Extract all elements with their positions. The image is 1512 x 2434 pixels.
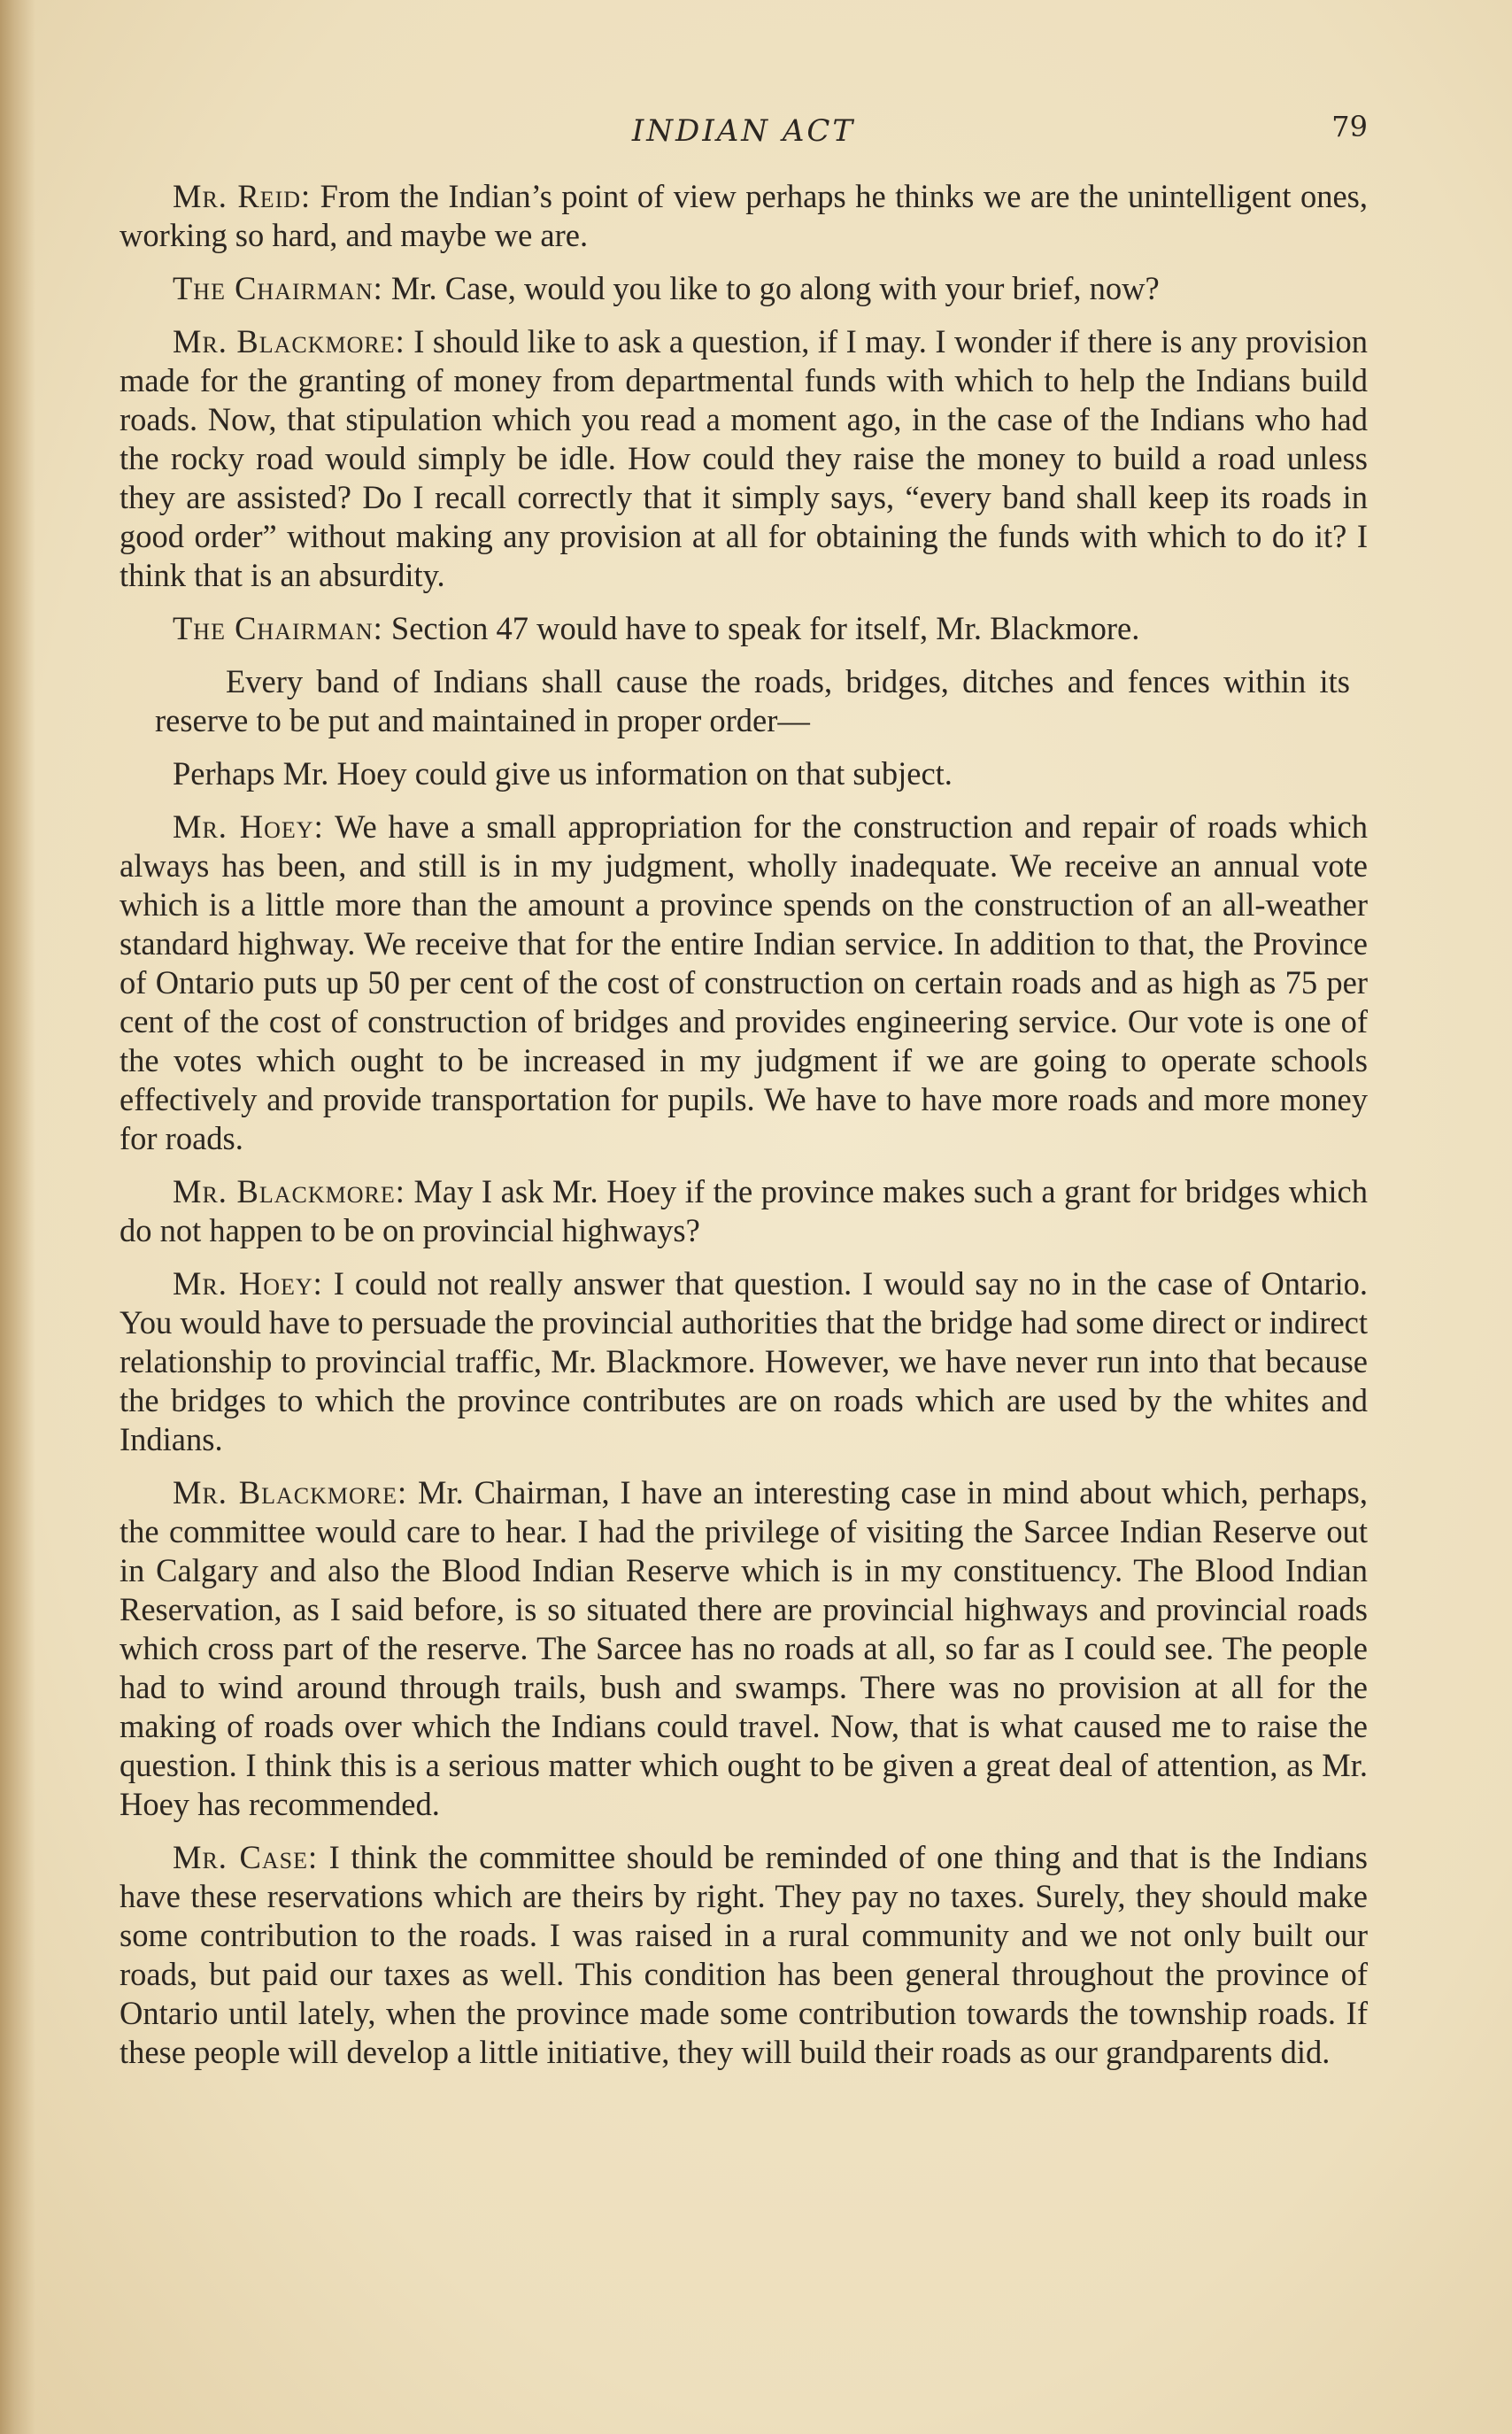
paragraph-text: Mr. Chairman, I have an interesting case in mind about which, perhaps, the committee would care to hear. I had the privilege of visiting the Sarcee Indian Reserve out in Calgary and also the Blood Indian Reserve which is in my constituency. The Blood Indian Reservation, as I said before, is so situated there are provincial highways and provincial roads which cross part of the reserve. The Sarcee has no roads at all, so far as I could see. The people had to wind around through trails, bush and swamps. There was no provision at all for the making of roads over which the Indians could travel. Now, that is what caused me to raise the question. I think this is a serious matter which ought to be given a great deal of attention, as Mr. Hoey has recommended. [120,1474,1368,1822]
page-header [120,110,1368,158]
paragraph-hoey [120,807,1368,1158]
paragraph-chairman [120,609,1368,648]
paragraph-hoey [120,1264,1368,1459]
paragraph-text: We have a small appropriation for the construction and repair of roads which always has been, and still is in my judgment, wholly inadequate. We receive an annual vote which is a little more than the amount a province spends on the construction of an all-weather standard highway. We receive that for the entire Indian service. In addition to that, the Province of Ontario puts up 50 per cent of the cost of construction on certain roads and as high as 75 per cent of the cost of construction of bridges and provides engineering service. Our vote is one of the votes which ought to be increased in my judgment if we are going to operate schools effectively and provide transportation for pupils. We have to have more roads and more money for roads. [120,808,1368,1156]
speaker-name: Mr. Hoey: [173,1265,323,1302]
binding-gutter [0,0,35,2434]
paragraph-chairman [120,269,1368,308]
paragraph-text: May I ask Mr. Hoey if the province makes such a grant for bridges which do not happen to be on provincial highways? [120,1173,1368,1248]
speaker-name: Mr. Blackmore: [173,323,405,359]
paragraph-blackmore [120,322,1368,595]
paragraph-reid [120,177,1368,255]
speaker-name: The Chairman: [173,270,383,306]
quoted-section-47: Every band of Indians shall cause the roads, bridges, ditches and fences within its reserve to be put and maintained in proper order— [155,663,1350,738]
speaker-name: Mr. Hoey: [173,808,324,845]
paragraph-case [120,1838,1368,2072]
paragraph-continuation: Perhaps Mr. Hoey could give us information on that subject. [173,755,953,792]
paragraph-text: I could not really answer that question. I would say no in the case of Ontario. You would have to persuade the provincial authorities that the bridge had some direct or indirect relationship to provincial traffic, Mr. Blackmore. However, we have never run into that because the bridges to which the province contributes are on roads which are used by the whites and Indians. [120,1265,1368,1457]
speaker-name: Mr. Blackmore: [173,1474,408,1511]
paragraph-text: Section 47 would have to speak for itself, Mr. Blackmore. [382,610,1140,646]
paragraph-text: From the Indian’s point of view perhaps he thinks we are the unintelligent ones, working so hard, and maybe we are. [120,178,1368,253]
speaker-name: Mr. Case: [173,1839,319,1875]
speaker-name: The Chairman: [173,610,383,646]
page-body [120,177,1368,2086]
paragraph-text: I think the committee should be reminded of one thing and that is the Indians have these reservations which are theirs by right. They pay no taxes. Surely, they should make some contribution to the roads. I was raised in a rural community and we not only built our roads, but paid our taxes as well. This condition has been general throughout the province of Ontario until lately, when the province made some contribution towards the township roads. If these people will develop a little initiative, they will build their roads as our grandparents did. [120,1839,1368,2070]
speaker-name: Mr. Blackmore: [173,1173,405,1209]
paragraph-blackmore [120,1473,1368,1824]
speaker-name: Mr. Reid: [173,178,312,214]
page-number: 79 [1331,110,1368,143]
running-title: INDIAN ACT [631,113,856,149]
paragraph-text: I should like to ask a question, if I may. I wonder if there is any provision made for the granting of money from departmental funds with which to help the Indians build roads. Now, that stipulation which you read a moment ago, in the case of the Indians who had the rocky road would simply be idle. How could they raise the money to build a road unless they are assisted? Do I recall correctly that it simply says, “every band shall keep its roads in good order” without making any provision at all for obtaining the funds with which to do it? I think that is an absurdity. [120,323,1368,593]
paragraph-blackmore [120,1172,1368,1250]
paragraph-text: Mr. Case, would you like to go along with your brief, now? [382,270,1160,306]
